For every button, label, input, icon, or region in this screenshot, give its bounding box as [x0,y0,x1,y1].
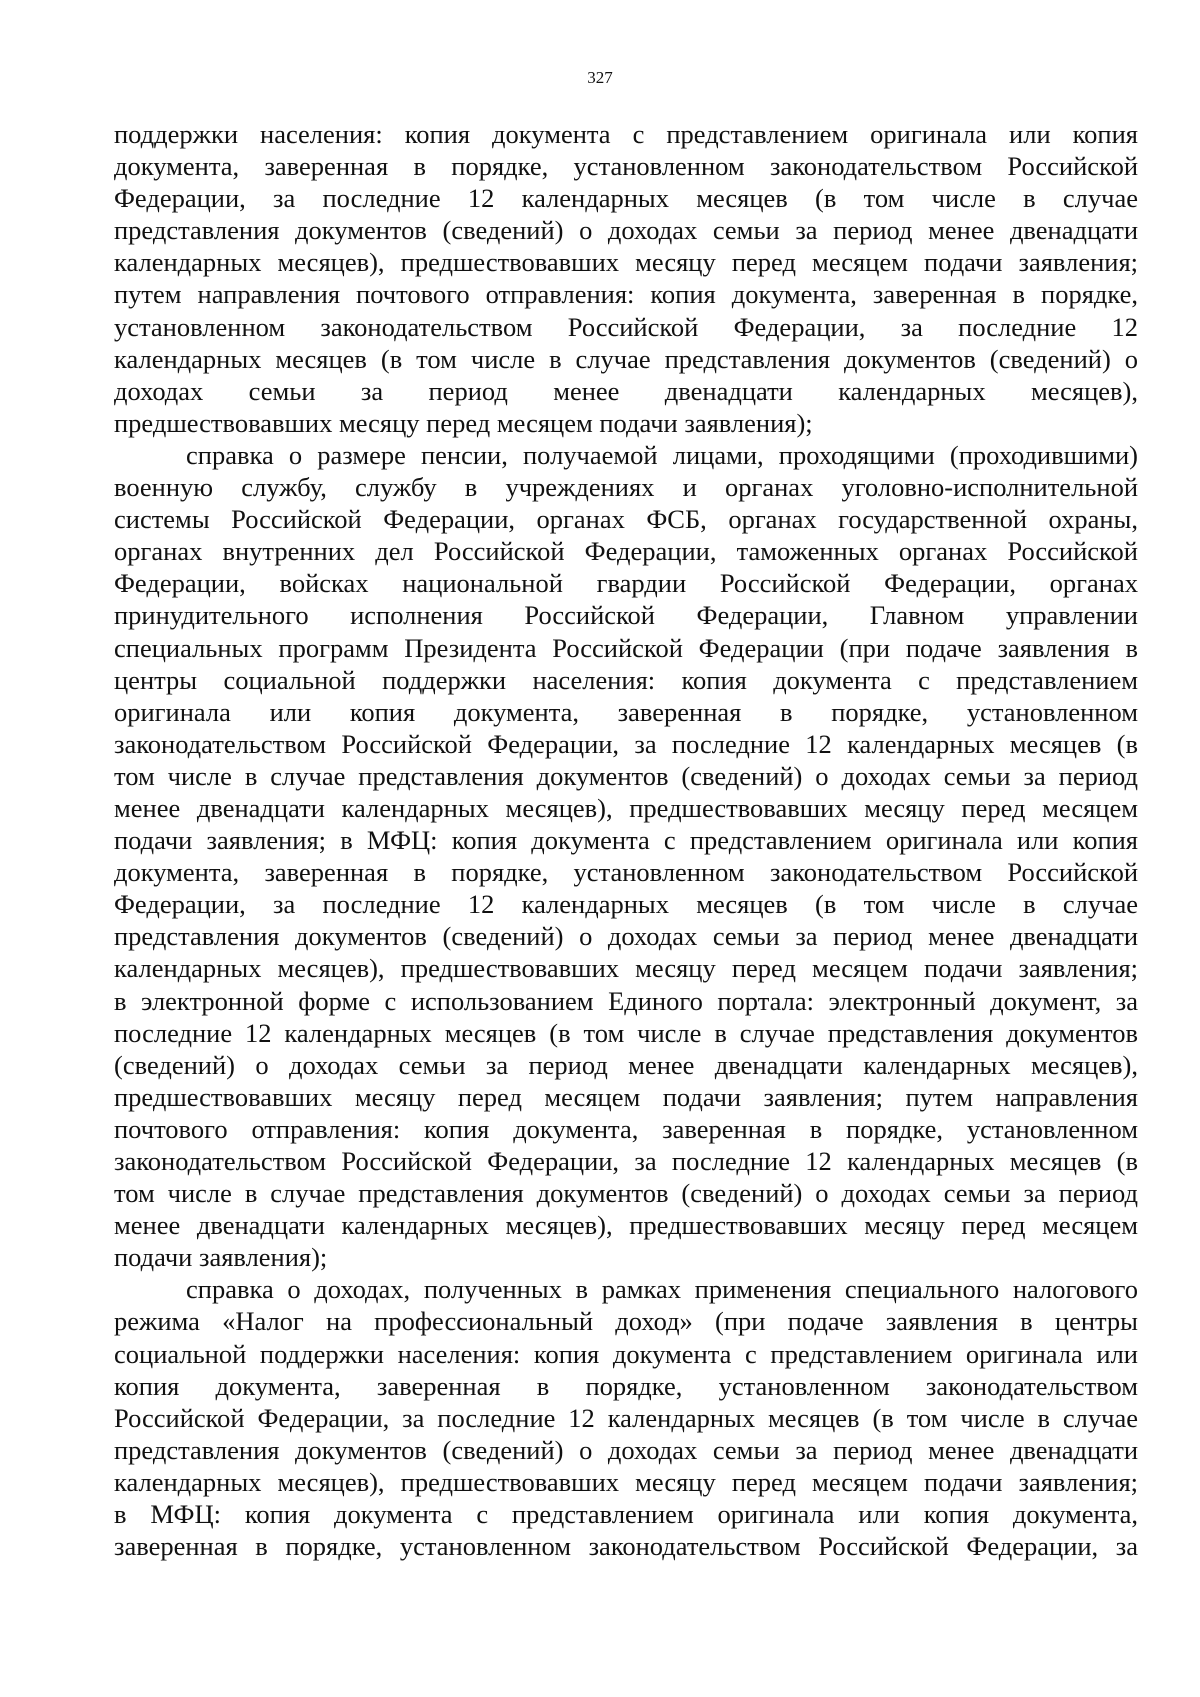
text-line: заверенная в порядке, установленном законодательством Российской Федерации, за [114,1531,1138,1562]
text-line: доходах семьи за период менее двенадцати календарных месяцев), [114,375,1138,406]
text-line: законодательством Российской Федерации, за последние 12 календарных месяцев (в [114,1146,1138,1176]
text-line: календарных месяцев), предшествовавших месяцу перед месяцем подачи заявления; [114,247,1138,278]
text-line: том числе в случае представления документов (сведений) о доходах семьи за период [114,760,1138,791]
text-line: системы Российской Федерации, органах ФСБ, органах государственной охраны, [114,504,1138,535]
text-line: Федерации, за последние 12 календарных месяцев (в том числе в случае [114,889,1138,920]
text-line: менее двенадцати календарных месяцев), предшествовавших месяцу перед месяцем [114,792,1138,823]
text-line: том числе в случае представления документов (сведений) о доходах семьи за период [114,1178,1138,1209]
text-line: органах внутренних дел Российской Федерации, таможенных органах Российской [114,536,1138,567]
text-line: путем направления почтового отправления: копия документа, заверенная в порядке, [114,279,1138,310]
text-line: предшествовавших месяцу перед месяцем подачи заявления); [114,407,813,438]
text-line: справка о доходах, полученных в рамках применения специального налогового [186,1274,1138,1305]
text-line: предшествовавших месяцу перед месяцем подачи заявления; путем направления [114,1081,1138,1112]
text-line: почтового отправления: копия документа, заверенная в порядке, установленном [114,1113,1138,1144]
text-line: Российской Федерации, за последние 12 календарных месяцев (в том числе в случае [114,1402,1138,1433]
text-line: документа, заверенная в порядке, установленном законодательством Российской [114,857,1138,888]
text-line: представления документов (сведений) о доходах семьи за период менее двенадцати [114,1434,1138,1465]
text-line: в МФЦ: копия документа с представлением оригинала или копия документа, [114,1499,1138,1530]
text-line: календарных месяцев), предшествовавших месяцу перед месяцем подачи заявления; [114,1466,1138,1497]
text-line: Федерации, войсках национальной гвардии Российской Федерации, органах [114,568,1138,599]
text-line: военную службу, службу в учреждениях и органах уголовно-исполнительной [114,472,1138,503]
text-line: календарных месяцев), предшествовавших месяцу перед месяцем подачи заявления; [114,953,1138,984]
text-line: подачи заявления; в МФЦ: копия документа с представлением оригинала или копия [114,825,1138,856]
text-line: поддержки населения: копия документа с представлением оригинала или копия [114,119,1138,149]
text-line: социальной поддержки населения: копия документа с представлением оригинала или [114,1338,1138,1369]
text-line: установленном законодательством Российской Федерации, за последние 12 [114,311,1138,342]
text-line: в электронной форме с использованием Единого портала: электронный документ, за [114,985,1138,1016]
text-line: подачи заявления); [114,1242,328,1273]
text-line: последние 12 календарных месяцев (в том числе в случае представления документов [114,1017,1138,1048]
text-line: представления документов (сведений) о доходах семьи за период менее двенадцати [114,921,1138,952]
text-line: специальных программ Президента Российской Федерации (при подаче заявления в [114,632,1138,663]
text-line: представления документов (сведений) о доходах семьи за период менее двенадцати [114,215,1138,246]
text-line: законодательством Российской Федерации, за последние 12 календарных месяцев (в [114,728,1138,759]
text-line: режима «Налог на профессиональный доход» (при подаче заявления в центры [114,1306,1138,1337]
text-line: документа, заверенная в порядке, установленном законодательством Российской [114,151,1138,182]
text-line: Федерации, за последние 12 календарных месяцев (в том числе в случае [114,183,1138,214]
text-line: оригинала или копия документа, заверенная в порядке, установленном [114,696,1138,727]
text-line: принудительного исполнения Российской Федерации, Главном управлении [114,600,1138,631]
document-body-text [114,118,1138,1562]
text-line: копия документа, заверенная в порядке, установленном законодательством [114,1370,1138,1401]
text-line: центры социальной поддержки населения: копия документа с представлением [114,664,1138,695]
text-line: календарных месяцев (в том числе в случае представления документов (сведений) о [114,343,1138,374]
text-line: менее двенадцати календарных месяцев), предшествовавших месяцу перед месяцем [114,1210,1138,1241]
page-number: 327 [587,68,613,87]
text-line: справка о размере пенсии, получаемой лицами, проходящими (проходившими) [186,439,1138,470]
text-line: (сведений) о доходах семьи за период менее двенадцати календарных месяцев), [114,1049,1138,1080]
